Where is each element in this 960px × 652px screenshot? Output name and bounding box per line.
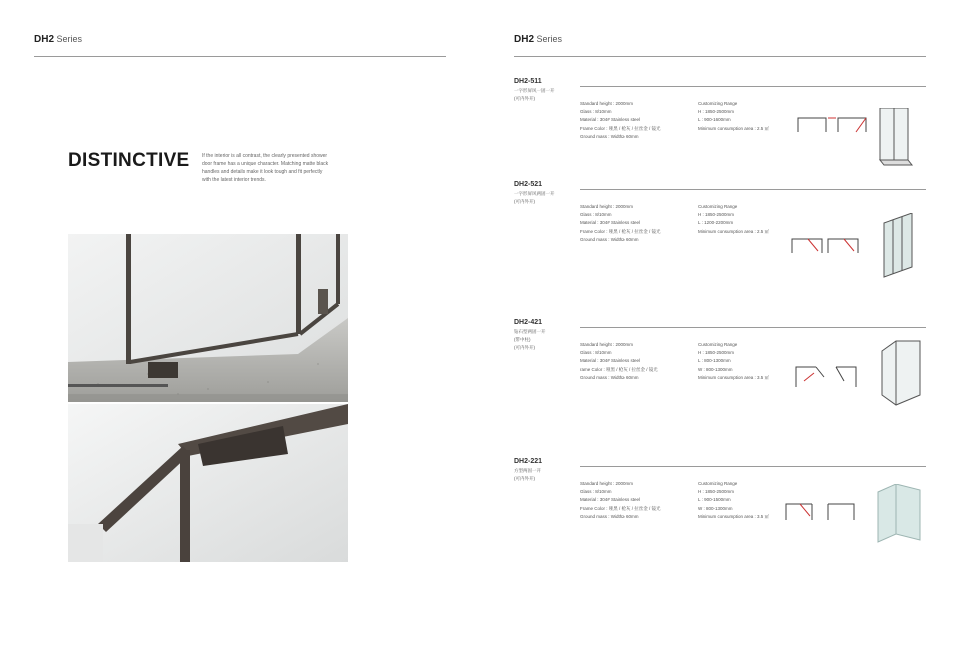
custom-range-list: [698, 341, 769, 382]
spec-line: Frame Color : 哑黑 / 枪灰 / 拉丝金 / 镜光: [580, 228, 661, 234]
spec-line: Frame Color : 哑黑 / 枪灰 / 拉丝金 / 镜光: [580, 505, 661, 511]
custom-line: Minimum consumption area : 3.5 ㎡: [698, 374, 770, 380]
product-dh2-221: [514, 458, 934, 553]
custom-line: L : 1200-2200mm: [698, 220, 734, 226]
spec-list: [580, 100, 661, 141]
product-rule: [580, 327, 926, 328]
spec-list: [580, 480, 661, 521]
product-code: DH2-521: [514, 181, 543, 188]
custom-range-list: [698, 203, 769, 236]
hinge-detail-photo: [68, 404, 348, 562]
plan-drawing: [794, 108, 929, 168]
spec-line: Standard height : 2000mm: [580, 101, 634, 106]
spec-line: Material : 304# Stainless steel: [580, 220, 641, 226]
product-code: DH2-221: [514, 458, 543, 465]
spec-list: [580, 203, 661, 244]
shower-corner-photo: [68, 234, 348, 402]
series-code: DH2: [34, 34, 55, 45]
product-dh2-421: [514, 319, 934, 414]
series-suffix: Series: [56, 34, 83, 44]
spec-line: Frame Color : 哑黑 / 枪灰 / 拉丝金 / 镜光: [580, 125, 661, 131]
custom-line: Minimum consumption area : 2.5 ㎡: [698, 125, 770, 131]
spec-line: Glass : 8/10mm: [580, 350, 612, 356]
custom-line: W : 800-1300mm: [698, 366, 733, 372]
plan-drawing: [788, 213, 928, 281]
series-header: [514, 34, 562, 45]
product-dh2-511: [514, 78, 934, 168]
series-suffix: Series: [536, 34, 563, 44]
custom-line: Customizing Range: [698, 342, 738, 347]
intro-line: handles and details make it look tough and fit perfectly: [202, 169, 323, 175]
custom-range-list: [698, 100, 769, 133]
intro-line: If the interior is all contrast, the clearly presented shower: [202, 153, 328, 159]
custom-line: H : 1850-2500mm: [698, 109, 735, 115]
product-subtitle: (可内外开): [514, 345, 535, 350]
product-subtitle: (带中柱): [514, 337, 531, 342]
spec-line: Standard height : 2000mm: [580, 481, 634, 486]
product-subtitle: 一字形屏风一固一开: [514, 88, 555, 93]
custom-line: Customizing Range: [698, 101, 738, 106]
product-dh2-521: [514, 181, 934, 281]
product-rule: [580, 189, 926, 190]
header-rule: [514, 56, 926, 57]
intro-line: with the latest interior trends.: [202, 177, 266, 183]
header-rule: [34, 56, 446, 57]
product-subtitle: 钻石型两固一开: [514, 329, 546, 334]
spec-line: Ground mass : Width≥ 60mm: [580, 374, 639, 380]
custom-line: Customizing Range: [698, 204, 738, 209]
product-code: DH2-511: [514, 78, 542, 85]
spec-line: rame Color : 哑黑 / 枪灰 / 拉丝金 / 镜光: [580, 366, 658, 372]
plan-drawing: [790, 337, 930, 412]
product-rule: [580, 466, 926, 467]
spec-line: Glass : 8/10mm: [580, 212, 612, 218]
spec-line: Material : 304# Stainless steel: [580, 497, 641, 503]
intro-line: door frame has a unique character. Matching matte black: [202, 161, 329, 167]
spec-line: Standard height : 2000mm: [580, 342, 634, 347]
series-code: DH2: [514, 34, 535, 45]
spec-line: Glass : 8/10mm: [580, 489, 612, 495]
spec-line: Material : 304# Stainless steel: [580, 358, 641, 364]
custom-line: L : 900-1500mm: [698, 497, 731, 503]
product-code: DH2-421: [514, 319, 543, 326]
custom-range-list: [698, 480, 769, 521]
spec-line: Ground mass : Width≥ 60mm: [580, 133, 639, 139]
custom-line: L : 900-1600mm: [698, 117, 731, 123]
product-subtitle: (可内外开): [514, 96, 535, 101]
spec-line: Standard height : 2000mm: [580, 204, 634, 209]
custom-line: H : 1850-2500mm: [698, 212, 735, 218]
spec-line: Material : 304# Stainless steel: [580, 117, 641, 123]
custom-line: H : 1850-2500mm: [698, 489, 735, 495]
spec-line: Glass : 8/10mm: [580, 109, 612, 115]
spec-list: [580, 341, 658, 382]
product-subtitle: 方型两固一开: [514, 468, 541, 473]
plan-drawing: [782, 484, 932, 550]
custom-line: Customizing Range: [698, 481, 738, 486]
custom-line: H : 1850-2500mm: [698, 350, 735, 356]
headline: DISTINCTIVE: [68, 150, 190, 171]
custom-line: L : 800-1300mm: [698, 358, 731, 364]
left-page: [0, 0, 470, 652]
product-subtitle: 一字形屏风两固一开: [514, 191, 555, 196]
custom-line: Minimum consumption area : 2.5 ㎡: [698, 228, 770, 234]
product-subtitle: (可内外开): [514, 476, 535, 481]
product-rule: [580, 86, 926, 87]
spec-line: Ground mass : Width≥ 60mm: [580, 236, 639, 242]
custom-line: Minimum consumption area : 3.5 ㎡: [698, 513, 770, 519]
spec-line: Ground mass : Width≥ 60mm: [580, 513, 639, 519]
intro-paragraph: [202, 152, 352, 184]
product-subtitle: (可内外开): [514, 199, 535, 204]
series-header: [34, 34, 82, 45]
custom-line: W : 800-1300mm: [698, 505, 733, 511]
